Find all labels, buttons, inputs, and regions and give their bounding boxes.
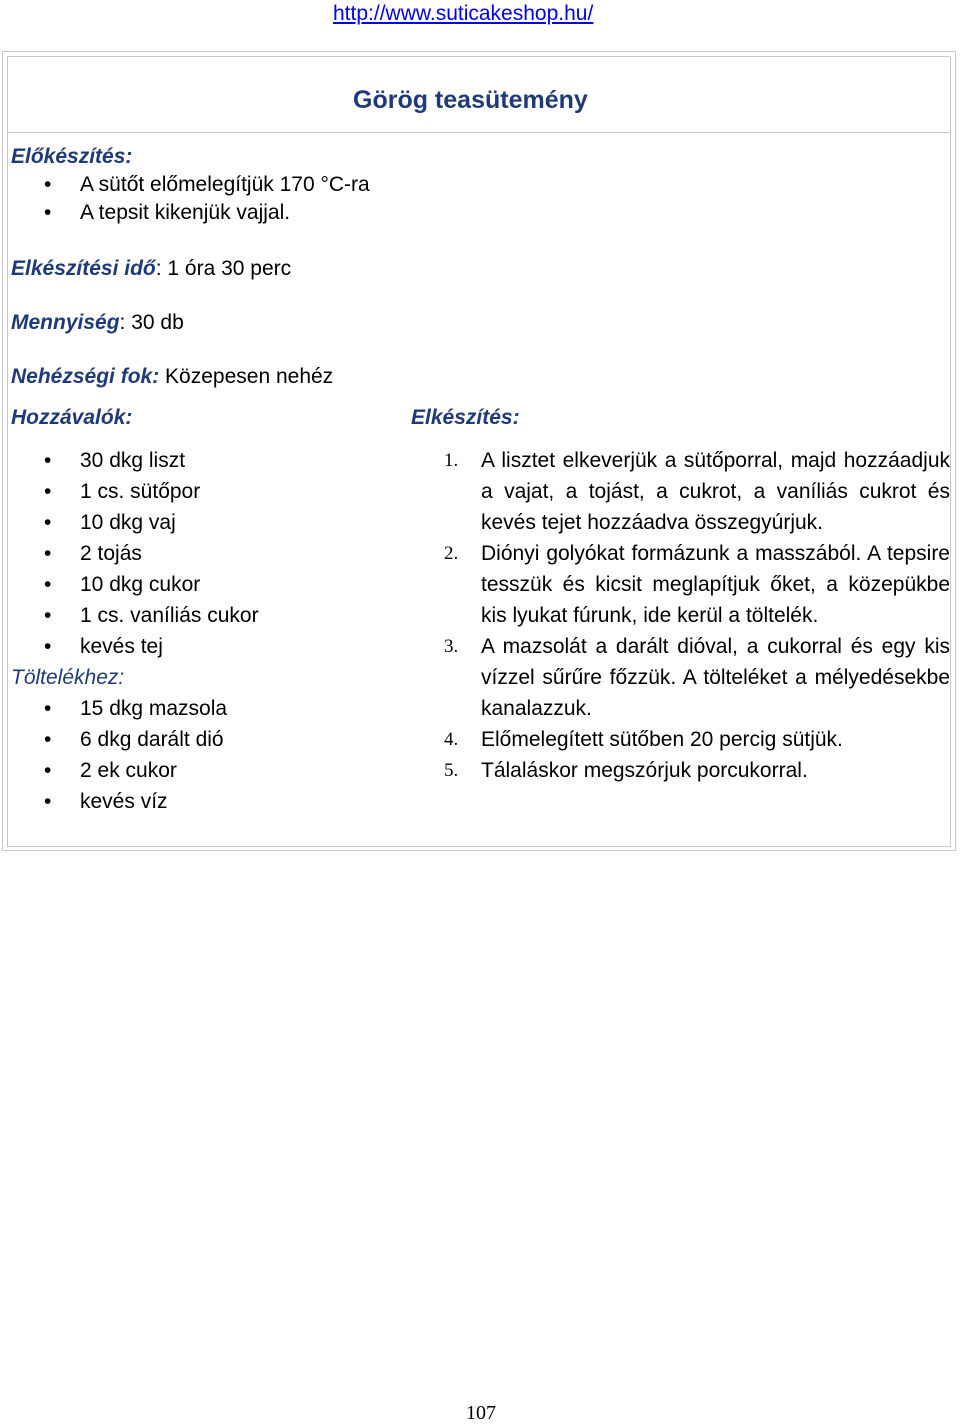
time-row xyxy=(11,255,291,283)
step-item xyxy=(440,445,950,538)
time-label: Elkészítési idő xyxy=(11,257,156,280)
difficulty-row xyxy=(11,363,333,391)
filling-label: Töltelékhez: xyxy=(11,666,125,689)
list-item: • 1 cs. sütőpor xyxy=(0,476,259,507)
step-text: Tálaláskor megszórjuk porcukorral. xyxy=(481,759,808,782)
site-url-link[interactable]: http://www.suticakeshop.hu/ xyxy=(333,2,594,25)
list-item: • 10 dkg vaj xyxy=(0,507,259,538)
list-item: • 2 ek cukor xyxy=(0,755,227,786)
filling-list xyxy=(0,693,227,817)
ingredients-list xyxy=(0,445,259,662)
list-item: • 6 dkg darált dió xyxy=(0,724,227,755)
prep-label: Előkészítés: xyxy=(11,145,133,168)
step-item xyxy=(440,755,950,786)
step-number: 2. xyxy=(444,543,459,564)
step-number: 1. xyxy=(444,450,459,471)
ingredients-label: Hozzávalók: xyxy=(11,406,133,429)
recipe-title: Görög teasütemény xyxy=(353,86,588,114)
step-item xyxy=(440,724,950,755)
step-text: Diónyi golyókat formázunk a masszából. A tepsire tesszük és kicsit meglapítjuk őket, a közepükbe kis lyukat fúrunk, ide kerül a töltelék. xyxy=(481,542,950,627)
step-number: 3. xyxy=(444,636,459,657)
difficulty-value: Közepesen nehéz xyxy=(159,365,334,388)
step-text: A lisztet elkeverjük a sütőporral, majd hozzáadjuk a vajat, a tojást, a cukrot, a vaníliás cukrot és kevés tejet hozzáadva összegyúrjuk. xyxy=(481,449,950,534)
step-text: Előmelegített sütőben 20 percig sütjük. xyxy=(481,728,843,751)
page-number: 107 xyxy=(466,1402,496,1424)
time-value: : 1 óra 30 perc xyxy=(155,257,292,280)
quantity-label: Mennyiség xyxy=(11,311,120,334)
step-text: A mazsolát a darált dióval, a cukorral és egy kis vízzel sűrűre főzzük. A tölteléket a mélyedésekbe kanalazzuk. xyxy=(481,635,950,720)
quantity-row xyxy=(11,309,184,337)
list-item: • A tepsit kikenjük vajjal. xyxy=(0,199,400,227)
quantity-value: : 30 db xyxy=(119,311,184,334)
method-label: Elkészítés: xyxy=(411,406,520,429)
list-item: • A sütőt előmelegítjük 170 °C-ra xyxy=(0,171,390,199)
step-item xyxy=(440,631,950,724)
step-number: 5. xyxy=(444,760,459,781)
list-item: • 2 tojás xyxy=(0,538,259,569)
list-item: • 1 cs. vaníliás cukor xyxy=(0,600,259,631)
step-item xyxy=(440,538,950,631)
prep-list xyxy=(0,171,400,227)
list-item: • 10 dkg cukor xyxy=(0,569,259,600)
step-number: 4. xyxy=(444,729,459,750)
list-item: • kevés víz xyxy=(0,786,227,817)
list-item: • 30 dkg liszt xyxy=(0,445,259,476)
list-item: • 15 dkg mazsola xyxy=(0,693,227,724)
method-steps xyxy=(440,445,950,786)
list-item: • kevés tej xyxy=(0,631,259,662)
difficulty-label: Nehézségi fok: xyxy=(11,365,160,388)
